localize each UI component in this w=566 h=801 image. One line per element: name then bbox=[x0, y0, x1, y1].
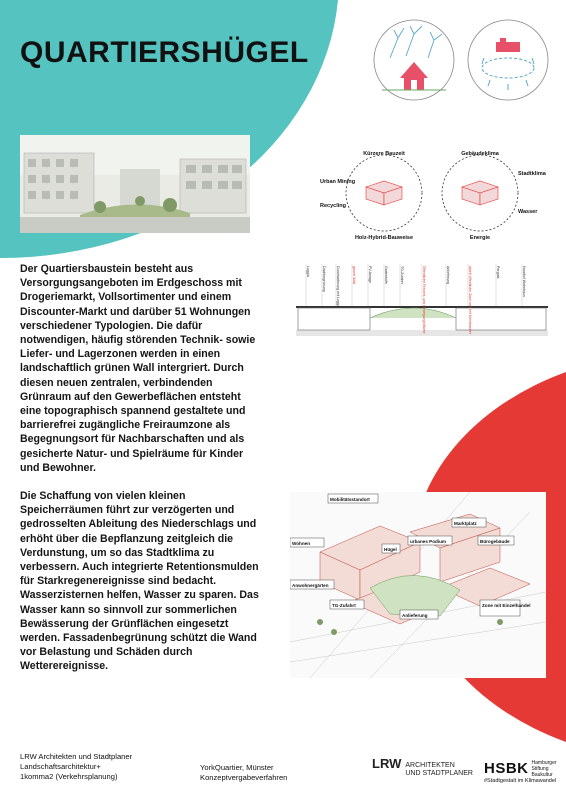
label-anwohnergaerten: Anwohnergärten bbox=[292, 583, 329, 588]
hsbk-small-1: Hamburger bbox=[531, 760, 557, 766]
label-zone: Zone mit Einzelhandel bbox=[482, 603, 531, 608]
footer-project bbox=[200, 763, 287, 783]
section-label: Pergola bbox=[496, 266, 500, 279]
project-line-1: YorkQuartier, Münster bbox=[200, 763, 274, 772]
section-label: Loggia bbox=[306, 266, 310, 277]
label-recycling: Recycling bbox=[320, 203, 346, 209]
lrw-text-1: ARCHITEKTEN bbox=[405, 762, 455, 769]
module-left bbox=[366, 181, 402, 205]
lrw-logo-mark: LRW bbox=[372, 756, 402, 771]
lrw-logo bbox=[372, 756, 473, 778]
page-title: QUARTIERSHÜGEL bbox=[20, 36, 309, 69]
body-text bbox=[20, 262, 262, 688]
tree-house-illustration bbox=[372, 18, 456, 102]
credit-line-1: LRW Architekten und Stadtplaner bbox=[20, 752, 133, 761]
label-mobil: Mobilitätsstandort bbox=[330, 497, 370, 502]
lrw-text-2: UND STADTPLANER bbox=[405, 770, 473, 777]
section-label: ladeñ öffentliche Zone wer mit Kleinhandel bbox=[468, 266, 472, 334]
hsbk-tagline: #Stadtgestalt im Klimawandel bbox=[484, 778, 557, 784]
section-label: PV-Anlage bbox=[368, 266, 372, 283]
label-kurzere-bauzeit: Kürzere Bauzeit bbox=[363, 151, 405, 157]
credit-line-2: Landschaftsarchitektur+ bbox=[20, 762, 101, 771]
label-energie: Energie bbox=[469, 235, 491, 241]
label-wasser: Wasser bbox=[518, 209, 538, 215]
label-marktplatz: Marktplatz bbox=[454, 521, 477, 526]
hsbk-logo bbox=[484, 760, 557, 784]
rain-city-illustration bbox=[466, 18, 550, 102]
label-urban-mining: Urban Mining bbox=[320, 179, 356, 185]
section-label: Gartenhöfe bbox=[384, 266, 388, 284]
project-line-2: Konzeptvergabeverfahren bbox=[200, 773, 288, 782]
footer-credits bbox=[20, 752, 132, 782]
section-label: Dachbegrünung bbox=[322, 266, 326, 292]
credit-line-3: 1komma2 (Verkehrsplanung) bbox=[20, 772, 118, 781]
cycle-diagram bbox=[318, 135, 548, 243]
hsbk-small-2: Stiftung bbox=[531, 766, 549, 772]
section-label: grüner Wall bbox=[352, 266, 356, 285]
axonometric-drawing bbox=[290, 492, 546, 678]
label-huegel: Hügel bbox=[384, 547, 397, 552]
section-label: Durchwohnung mit Loggia bbox=[336, 266, 340, 308]
label-wohnen: Wohnen bbox=[292, 541, 311, 546]
paragraph-1: Der Quartiersbaustein besteht aus Versorgungsangeboten im Erdgeschoss mit Drogeriemarkt, Vollsortimenter und einem Discounter-Markt und darüber 51 Wohnungen verschiedener Typologien. Die dafür notwendigen, häufig störenden Technik- sowie Liefer- und Lagerzonen werden in einen landschaftlich grünen Wall intergriert. Durch diesen neuen zentralen, verbindenden Grünraum auf den Gewerbeflächen entsteht eine topographisch spannend gestaltete und barrierefrei zugängliche Freiraumzone als Begegnungsort für Nachbarschaften und als gesicherte Natur- und Spielräume für Kinder und Bewohner. bbox=[20, 263, 256, 474]
module-right bbox=[462, 181, 498, 205]
label-gebaeudeklima: Gebäudeklima bbox=[461, 151, 499, 157]
paragraph-2: Die Schaffung von vielen kleinen Speicherräumen führt zur verzögerten und gedrosselten Ableitung des Niederschlags und erhöht über die Bepflanzung zeitgleich die Verdunstung, um so das Stadtklima zu verbessern. Auch integrierte Retentionsmulden für Starkregenereignisse sind bedacht. Wasserzisternen helfen, Wasser zu sparen. Das Wasser kann so sinnvoll zur sommerlichen Bewässerung der Grünflächen eingesetzt werden. Fassadenbegrünung schützt die Wand vor Belastung und Schäden durch Wetterereignisse. bbox=[20, 490, 259, 673]
section-drawing bbox=[296, 258, 548, 350]
section-label: Öffentliche Freizeit- und Bewegungsfläche bbox=[422, 266, 426, 334]
label-anlieferung: Anlieferung bbox=[402, 613, 428, 618]
hsbk-logo-mark: HSBK bbox=[484, 760, 529, 777]
label-podium: urbanes Podium bbox=[410, 539, 446, 544]
section-label: Anlieferung bbox=[446, 266, 450, 285]
hsbk-small-3: Baukultur bbox=[531, 772, 553, 778]
label-buerogebaeude: Bürogebäude bbox=[480, 539, 510, 544]
label-stadtklima: Stadtklima bbox=[518, 171, 546, 177]
section-label: TG-Zufahrt bbox=[400, 266, 404, 284]
label-tg: TG-Zufahrt bbox=[332, 603, 356, 608]
hero-rendering bbox=[20, 135, 250, 233]
label-holz: Holz-Hybrid-Bauweise bbox=[354, 235, 414, 241]
section-label: Nordhof Wohnhaus bbox=[522, 266, 526, 297]
